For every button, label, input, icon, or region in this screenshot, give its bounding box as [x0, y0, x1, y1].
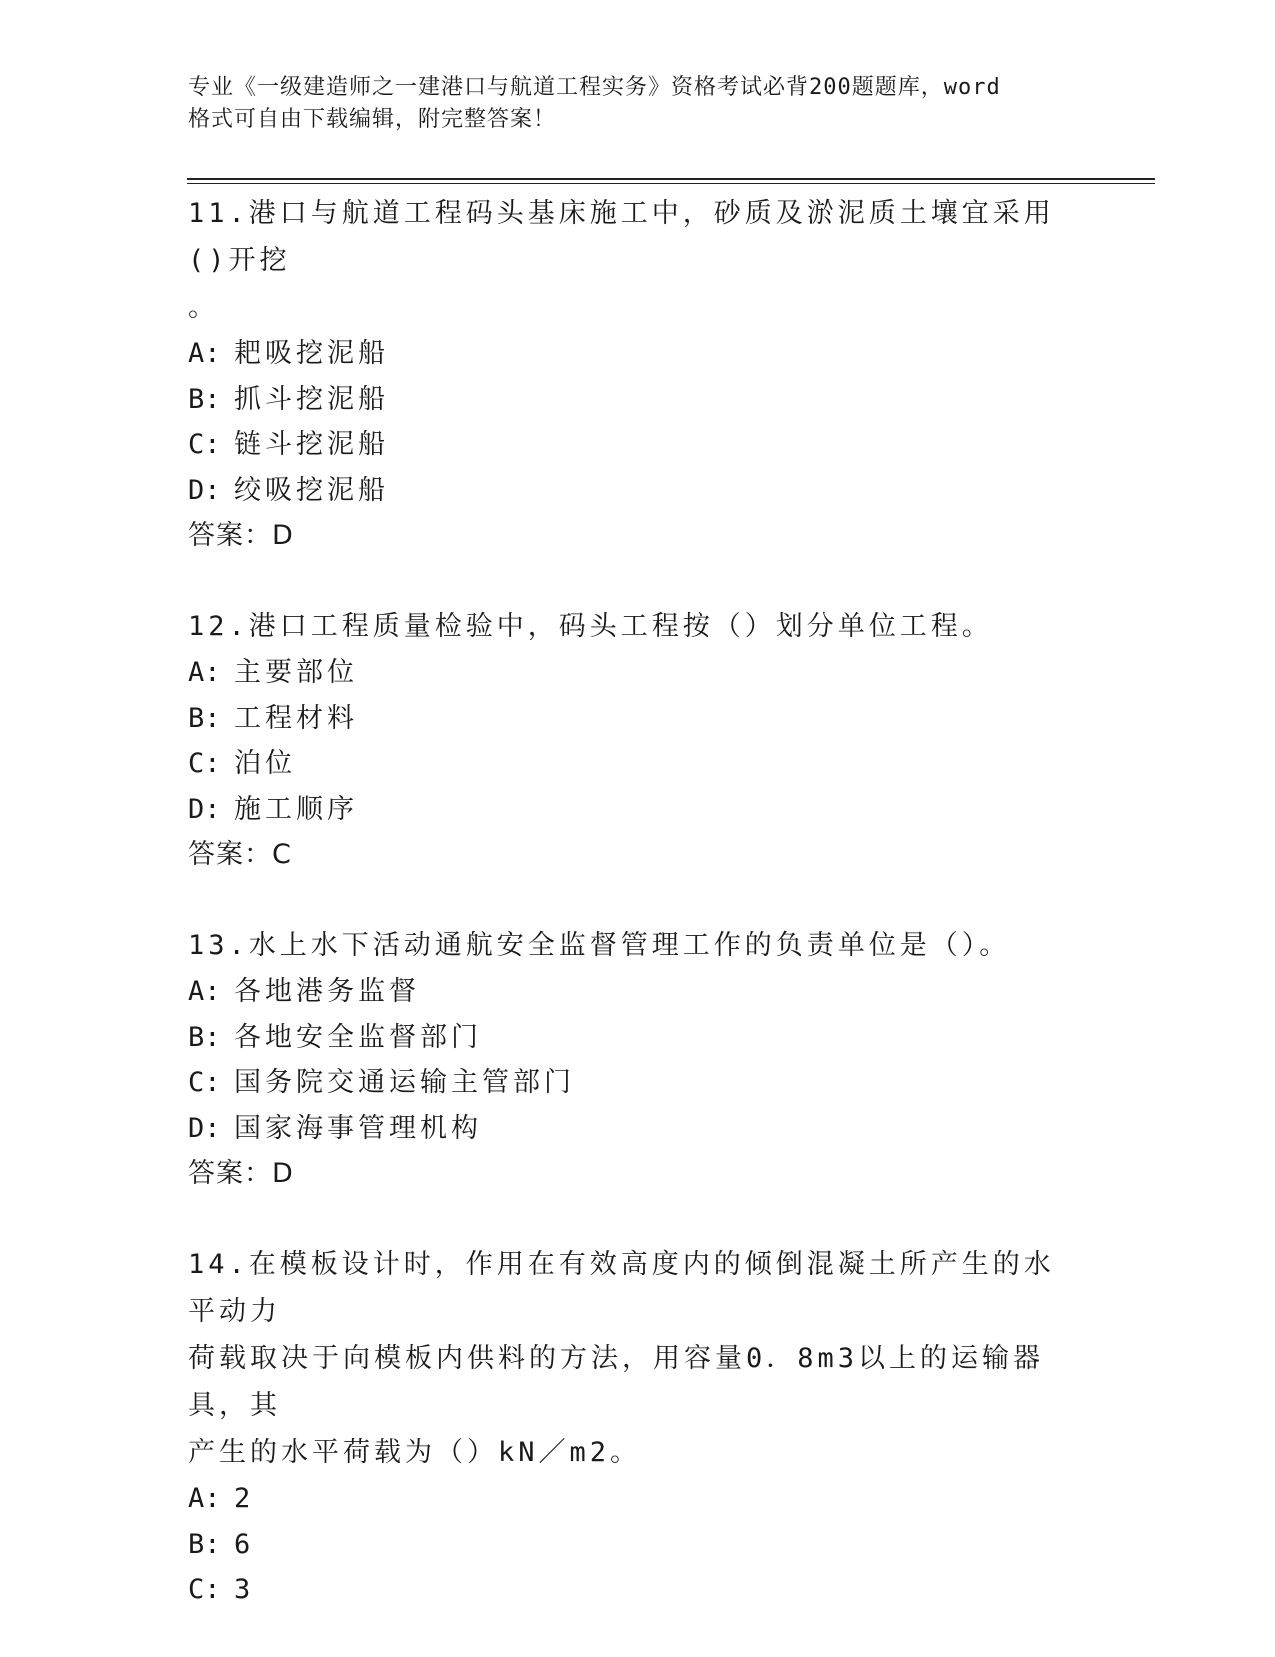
question-text-line: 。	[188, 292, 219, 323]
option-a	[188, 969, 1078, 1015]
option-label: B:	[188, 383, 221, 415]
option-text: 各地港务监督	[234, 976, 420, 1007]
option-label: A:	[188, 976, 221, 1007]
option-a	[188, 1476, 1078, 1522]
header-rule-thin	[187, 183, 1155, 184]
option-text: 抓斗挖泥船	[234, 383, 389, 415]
option-text: 国家海事管理机构	[234, 1112, 482, 1144]
option-b	[188, 696, 1078, 742]
option-text: 施工顺序	[234, 793, 358, 825]
option-text: 泊位	[234, 748, 296, 779]
option-b	[188, 1522, 1078, 1568]
option-label: C:	[188, 429, 221, 460]
header-line-1: 专业《一级建造师之一建港口与航道工程实务》资格考试必背200题题库，word	[188, 75, 1001, 100]
option-text: 耙吸挖泥船	[234, 338, 389, 369]
answer-line: 答案：D	[188, 1158, 294, 1189]
option-label: B:	[188, 1021, 221, 1053]
answer-line: 答案：D	[188, 520, 294, 551]
answer-line: 答案：C	[188, 839, 292, 870]
option-b	[188, 1015, 1078, 1061]
option-label: D:	[188, 793, 221, 825]
option-d	[188, 787, 1078, 833]
option-text: 国务院交通运输主管部门	[234, 1067, 575, 1098]
option-label: C:	[188, 1067, 221, 1098]
option-label: A:	[188, 1483, 221, 1514]
option-d	[188, 468, 1078, 514]
option-label: D:	[188, 1112, 221, 1144]
question-13	[188, 922, 1078, 1197]
question-14	[188, 1241, 1078, 1613]
question-text-line: 11.港口与航道工程码头基床施工中，砂质及淤泥质土壤宜采用()开挖	[188, 198, 1055, 276]
option-text: 链斗挖泥船	[234, 429, 389, 460]
question-text-line: 荷载取决于向模板内供料的方法，用容量0．8m3以上的运输器具，其	[188, 1343, 1045, 1421]
option-a	[188, 331, 1078, 377]
header-rule-thick	[187, 178, 1155, 180]
question-text-line: 12.港口工程质量检验中，码头工程按（）划分单位工程。	[188, 611, 993, 642]
document-header	[188, 72, 1068, 136]
header-line-2: 格式可自由下载编辑，附完整答案！	[188, 107, 557, 132]
question-list	[188, 190, 1078, 1657]
option-label: C:	[188, 1574, 221, 1605]
option-text: 2	[234, 1483, 255, 1514]
option-label: A:	[188, 338, 221, 369]
question-text-line: 13.水上水下活动通航安全监督管理工作的负责单位是（）。	[188, 930, 1011, 961]
question-text-line: 产生的水平荷载为（）kN／m2。	[188, 1437, 642, 1468]
option-text: 绞吸挖泥船	[234, 474, 389, 506]
option-label: B:	[188, 1528, 221, 1560]
question-text-line: 14.在模板设计时，作用在有效高度内的倾倒混凝土所产生的水平动力	[188, 1249, 1055, 1327]
option-label: D:	[188, 474, 221, 506]
question-11	[188, 190, 1078, 559]
option-text: 3	[234, 1574, 255, 1605]
option-text: 6	[234, 1528, 255, 1560]
option-c	[188, 741, 1078, 787]
option-label: B:	[188, 702, 221, 734]
option-a	[188, 650, 1078, 696]
option-c	[188, 1567, 1078, 1613]
question-12	[188, 603, 1078, 878]
option-c	[188, 422, 1078, 468]
option-c	[188, 1060, 1078, 1106]
option-label: C:	[188, 748, 221, 779]
option-label: A:	[188, 657, 221, 688]
option-d	[188, 1106, 1078, 1152]
option-text: 工程材料	[234, 702, 358, 734]
option-b	[188, 377, 1078, 423]
option-text: 主要部位	[234, 657, 358, 688]
option-text: 各地安全监督部门	[234, 1021, 482, 1053]
